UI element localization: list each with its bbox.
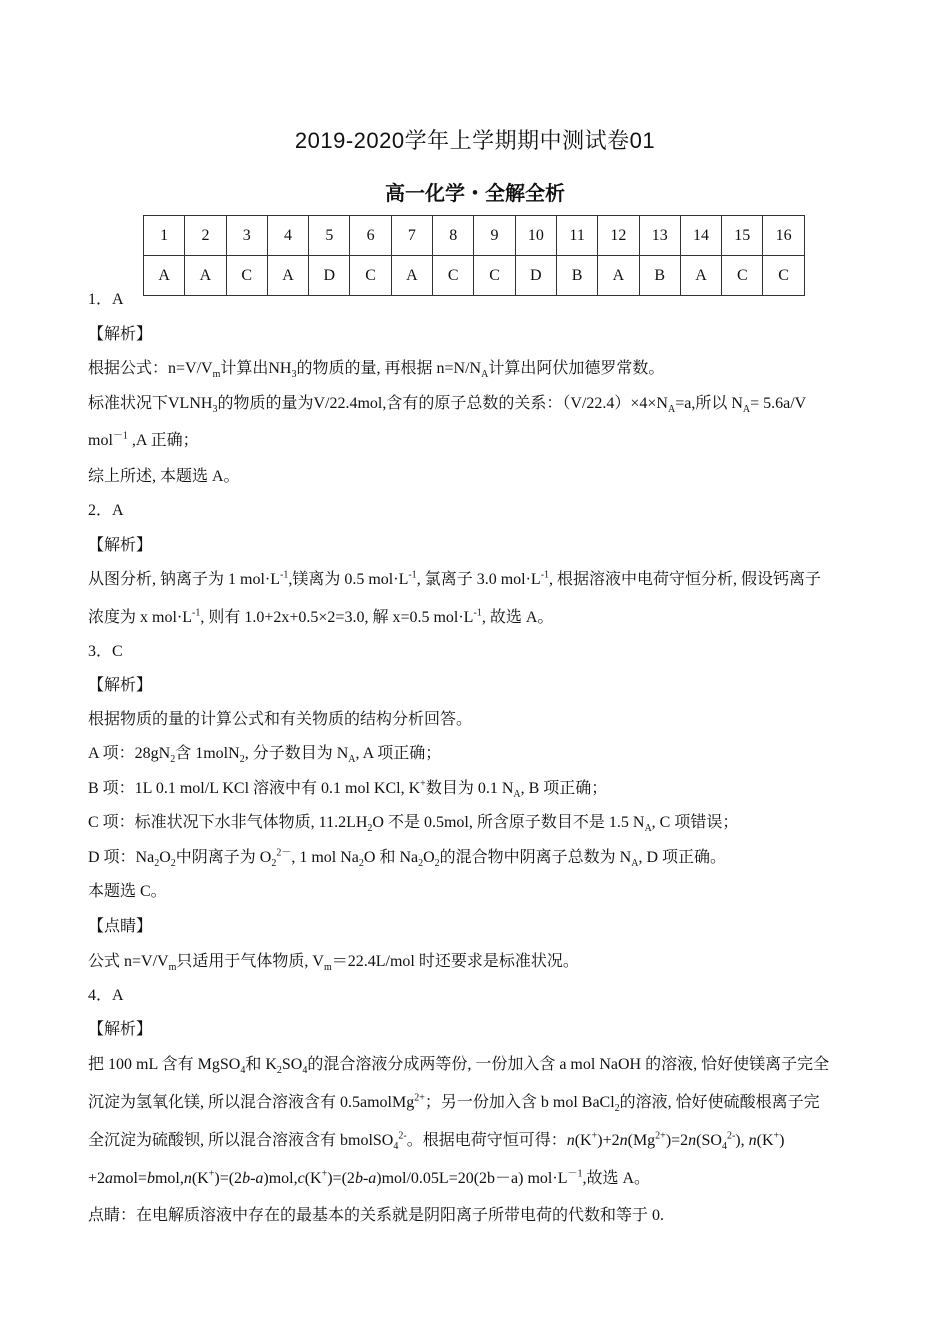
q4-text: )+2 xyxy=(597,1132,620,1149)
q4-text: )mol/0.05L=20(2b－a) mol·L xyxy=(376,1170,568,1187)
q4-text: (Mg xyxy=(627,1132,656,1149)
q3-sub: A xyxy=(348,754,356,766)
q4-text: )mol, xyxy=(263,1170,298,1187)
q4-text: ) xyxy=(779,1132,785,1149)
q4-line-4 xyxy=(88,1169,650,1189)
answer-cell: C xyxy=(763,256,804,296)
q2-text: , 氯离子 3.0 mol·L xyxy=(416,571,541,588)
q3-text: 数目为 0.1 N xyxy=(425,780,514,797)
q4-text: ,故选 A。 xyxy=(582,1170,651,1187)
question-number: 7 xyxy=(391,216,432,256)
q2-text: , 根据溶液中电荷守恒分析, 假设钙离子 xyxy=(549,571,822,588)
question-number: 9 xyxy=(474,216,515,256)
q2-line-1 xyxy=(88,570,821,590)
q4-sup: + xyxy=(773,1130,780,1142)
q4-summary: 点睛：在电解质溶液中存在的最基本的关系就是阴阳离子所带电荷的代数和等于 0. xyxy=(88,1207,665,1224)
q4-text: mol, xyxy=(154,1170,184,1187)
q1-text: ,A 正确； xyxy=(127,432,199,449)
q2-analysis-label: 【解析】 xyxy=(88,537,153,554)
q3-note xyxy=(88,952,579,972)
q1-line-4: 综上所述, 本题选 A。 xyxy=(88,468,240,485)
q4-sup: 2- xyxy=(398,1130,407,1142)
q2-text: , 则有 1.0+2x+0.5×2=3.0, 解 x=0.5 mol·L xyxy=(200,609,474,626)
q2-text: 浓度为 x mol·L xyxy=(88,609,192,626)
q1-text: 的物质的量为V/22.4mol,含有的原子总数的关系：（V/22.4）×4×N xyxy=(217,395,668,412)
q3-text: O xyxy=(159,849,171,866)
q3-text: D 项：Na xyxy=(88,849,155,866)
q4-text: 全沉淀为硫酸钡, 所以混合溶液含有 bmolSO xyxy=(88,1132,394,1149)
q2-text: ,镁离为 0.5 mol·L xyxy=(288,571,409,588)
q4-line-3 xyxy=(88,1131,784,1151)
q4-line-1 xyxy=(88,1055,829,1075)
q3-sub: 2 xyxy=(434,858,440,870)
answer-cell: C xyxy=(226,256,267,296)
q2-line-2 xyxy=(88,608,553,628)
q3-sub: 2 xyxy=(418,858,424,870)
q1-line-3 xyxy=(88,431,199,451)
question-number: 13 xyxy=(639,216,680,256)
answer-table-numbers-row xyxy=(144,216,805,256)
q4-italic: b xyxy=(146,1170,155,1187)
q4-sup: + xyxy=(321,1168,328,1180)
question-number: 5 xyxy=(309,216,350,256)
q4-text: SO xyxy=(281,1056,303,1073)
q3-key-point-label: 【点睛】 xyxy=(88,918,153,935)
question-number: 1 xyxy=(144,216,185,256)
q4-sup: 2- xyxy=(726,1130,736,1142)
q3-sub: 2 xyxy=(358,858,364,870)
q3-sub: 2 xyxy=(154,858,160,870)
q3-text: A 项：28gN xyxy=(88,745,171,762)
q3-sub: m xyxy=(168,962,177,974)
q4-italic: b-a xyxy=(242,1170,264,1187)
q4-italic: a xyxy=(105,1170,114,1187)
q3-option-a xyxy=(88,744,441,764)
q1-sup: －1 xyxy=(112,430,128,442)
question-number: 12 xyxy=(598,216,639,256)
q2-sup: -1 xyxy=(408,569,417,581)
q1-sub: 3 xyxy=(212,404,218,416)
q4-text: (K xyxy=(191,1170,209,1187)
q2-sup: -1 xyxy=(280,569,289,581)
answer-table-answers-row xyxy=(144,256,805,296)
q4-text: (K xyxy=(574,1132,592,1149)
question-number: 15 xyxy=(722,216,763,256)
q3-sub: 2 xyxy=(170,754,176,766)
q1-text: 计算出NH xyxy=(220,360,292,377)
q4-text: 。根据电荷守恒可得： xyxy=(406,1132,567,1149)
q4-sub: 4 xyxy=(393,1141,399,1153)
q2-sup: -1 xyxy=(192,607,201,619)
q3-text: 只适用于气体物质, V xyxy=(176,953,324,970)
q3-sub: 2 xyxy=(367,823,373,835)
q1-text: 根据公式：n=V/V xyxy=(88,360,213,377)
q3-text: , A 项正确； xyxy=(355,745,442,762)
q3-text: , D 项正确。 xyxy=(638,849,727,866)
q1-line-1 xyxy=(88,359,664,379)
q1-text: 的物质的量, 再根据 n=N/N xyxy=(296,360,482,377)
q4-italic: n xyxy=(748,1132,757,1149)
answer-table xyxy=(143,215,805,296)
q4-text: 和 K xyxy=(245,1056,277,1073)
q3-text: , B 项正确； xyxy=(520,780,608,797)
q1-sub: A xyxy=(667,404,676,416)
q3-text: B 项：1L 0.1 mol/L KCl 溶液中有 0.1 mol KCl, K xyxy=(88,780,421,797)
question-number: 10 xyxy=(515,216,556,256)
q3-sub: 2 xyxy=(239,754,245,766)
q3-text: ＝22.4L/mol 时还要求是标准状况。 xyxy=(331,953,579,970)
q4-text: )=(2 xyxy=(327,1170,355,1187)
q3-text: 公式 n=V/V xyxy=(88,953,169,970)
q1-text: = 5.6a/V xyxy=(750,395,807,412)
q1-line-2 xyxy=(88,394,806,414)
q3-text: , 分子数目为 N xyxy=(244,745,349,762)
q3-text: 的混合物中阴离子总数为 N xyxy=(439,849,632,866)
question-number: 11 xyxy=(556,216,597,256)
answer-cell: A xyxy=(185,256,226,296)
q1-text: mol xyxy=(88,432,113,449)
q4-sub: 4 xyxy=(302,1065,308,1077)
q3-option-d xyxy=(88,848,726,868)
q1-sub: m xyxy=(212,369,221,381)
q4-sup: + xyxy=(208,1168,215,1180)
answer-cell: A xyxy=(598,256,639,296)
question-number: 6 xyxy=(350,216,391,256)
q3-option-b xyxy=(88,779,607,799)
q1-text: =a,所以 N xyxy=(675,395,743,412)
q4-text: mol= xyxy=(113,1170,147,1187)
q4-text: +2 xyxy=(88,1170,106,1187)
answer-cell: C xyxy=(433,256,474,296)
q4-italic: n xyxy=(566,1132,575,1149)
answer-cell: A xyxy=(267,256,308,296)
q3-text: O 和 Na xyxy=(363,849,419,866)
q1-sub: 3 xyxy=(291,369,297,381)
q3-sup: + xyxy=(420,778,426,790)
answer-cell: A xyxy=(144,256,185,296)
question-number: 14 xyxy=(680,216,721,256)
q3-conclusion: 本题选 C。 xyxy=(88,883,167,900)
q4-sub: 4 xyxy=(240,1065,246,1077)
page-subtitle: 高一化学・全解全析 xyxy=(385,181,565,205)
q1-analysis-label: 【解析】 xyxy=(88,326,153,343)
q3-text: 中阴离子为 O xyxy=(175,849,272,866)
answer-cell: D xyxy=(515,256,556,296)
q4-sub: 2 xyxy=(614,1103,620,1115)
answer-cell: A xyxy=(680,256,721,296)
question-number: 4 xyxy=(267,216,308,256)
answer-cell: A xyxy=(391,256,432,296)
question-number: 8 xyxy=(433,216,474,256)
q3-text: C 项：标准状况下水非气体物质, 11.2LH xyxy=(88,814,368,831)
q3-heading: 3．C xyxy=(88,643,123,660)
q3-sub: A xyxy=(644,823,652,835)
q1-text: 标准状况下VLNH xyxy=(88,395,213,412)
q2-heading: 2．A xyxy=(88,502,124,519)
q3-sub: m xyxy=(323,962,332,974)
q3-sup: 2－ xyxy=(276,847,292,859)
q2-text: , 故选 A。 xyxy=(481,609,554,626)
q4-sup: + xyxy=(591,1130,598,1142)
q2-sup: -1 xyxy=(540,569,550,581)
q2-text: 从图分析, 钠离子为 1 mol·L xyxy=(88,571,280,588)
q3-text: 含 1molN xyxy=(175,745,240,762)
q4-text: (SO xyxy=(696,1132,722,1149)
q4-text: ；另一份加入含 b mol BaCl xyxy=(424,1094,615,1111)
q4-analysis-label: 【解析】 xyxy=(88,1021,153,1038)
q4-italic: n xyxy=(619,1132,628,1149)
q1-heading: 1．A xyxy=(88,291,124,308)
q3-line-1: 根据物质的量的计算公式和有关物质的结构分析回答。 xyxy=(88,711,473,728)
q3-analysis-label: 【解析】 xyxy=(88,677,153,694)
q3-text: O xyxy=(423,849,435,866)
q4-italic: n xyxy=(688,1132,697,1149)
q4-text: )=2 xyxy=(665,1132,689,1149)
q3-sub: A xyxy=(631,858,639,870)
answer-cell: C xyxy=(474,256,515,296)
q4-text: (K xyxy=(756,1132,774,1149)
answer-cell: C xyxy=(350,256,391,296)
answer-cell: D xyxy=(309,256,350,296)
question-number: 16 xyxy=(763,216,804,256)
q4-text: ), xyxy=(735,1132,749,1149)
question-number: 3 xyxy=(226,216,267,256)
q1-sub: A xyxy=(742,404,751,416)
q4-italic: n xyxy=(183,1170,192,1187)
q3-sub: A xyxy=(513,789,521,801)
q2-sup: -1 xyxy=(473,607,482,619)
q4-text: (K xyxy=(304,1170,322,1187)
q4-text: )=(2 xyxy=(214,1170,243,1187)
answer-cell: B xyxy=(556,256,597,296)
answer-cell: B xyxy=(639,256,680,296)
q4-text: 沉淀为氢氧化镁, 所以混合溶液含有 0.5amolMg xyxy=(88,1094,415,1111)
page-title: 2019-2020学年上学期期中测试卷01 xyxy=(294,128,656,153)
q3-sub: 2 xyxy=(271,858,277,870)
q4-text: 的混合溶液分成两等份, 一份加入含 a mol NaOH 的溶液, 恰好使镁离子完全 xyxy=(307,1056,830,1073)
q4-sup: 2+ xyxy=(414,1092,425,1104)
q4-italic: b-a xyxy=(354,1170,377,1187)
q4-text: 的溶液, 恰好使硫酸根离子完 xyxy=(619,1094,820,1111)
q3-text: O 不是 0.5mol, 所含原子数目不是 1.5 N xyxy=(372,814,645,831)
q4-sub: 4 xyxy=(721,1141,727,1153)
q4-sub: 2 xyxy=(276,1065,282,1077)
q4-italic: c xyxy=(297,1170,305,1187)
q4-sup: －1 xyxy=(567,1168,583,1180)
q1-sub: A xyxy=(481,369,489,381)
question-number: 2 xyxy=(185,216,226,256)
q3-option-c xyxy=(88,813,738,833)
q3-text: , C 项错误； xyxy=(651,814,739,831)
q1-text: 计算出阿伏加德罗常数。 xyxy=(488,360,665,377)
q3-sub: 2 xyxy=(170,858,176,870)
q4-sup: 2+ xyxy=(655,1130,666,1142)
q3-text: , 1 mol Na xyxy=(291,849,359,866)
q4-line-2 xyxy=(88,1093,820,1113)
q4-text: 把 100 mL 含有 MgSO xyxy=(88,1056,241,1073)
answer-cell: C xyxy=(722,256,763,296)
q4-heading: 4．A xyxy=(88,987,124,1004)
